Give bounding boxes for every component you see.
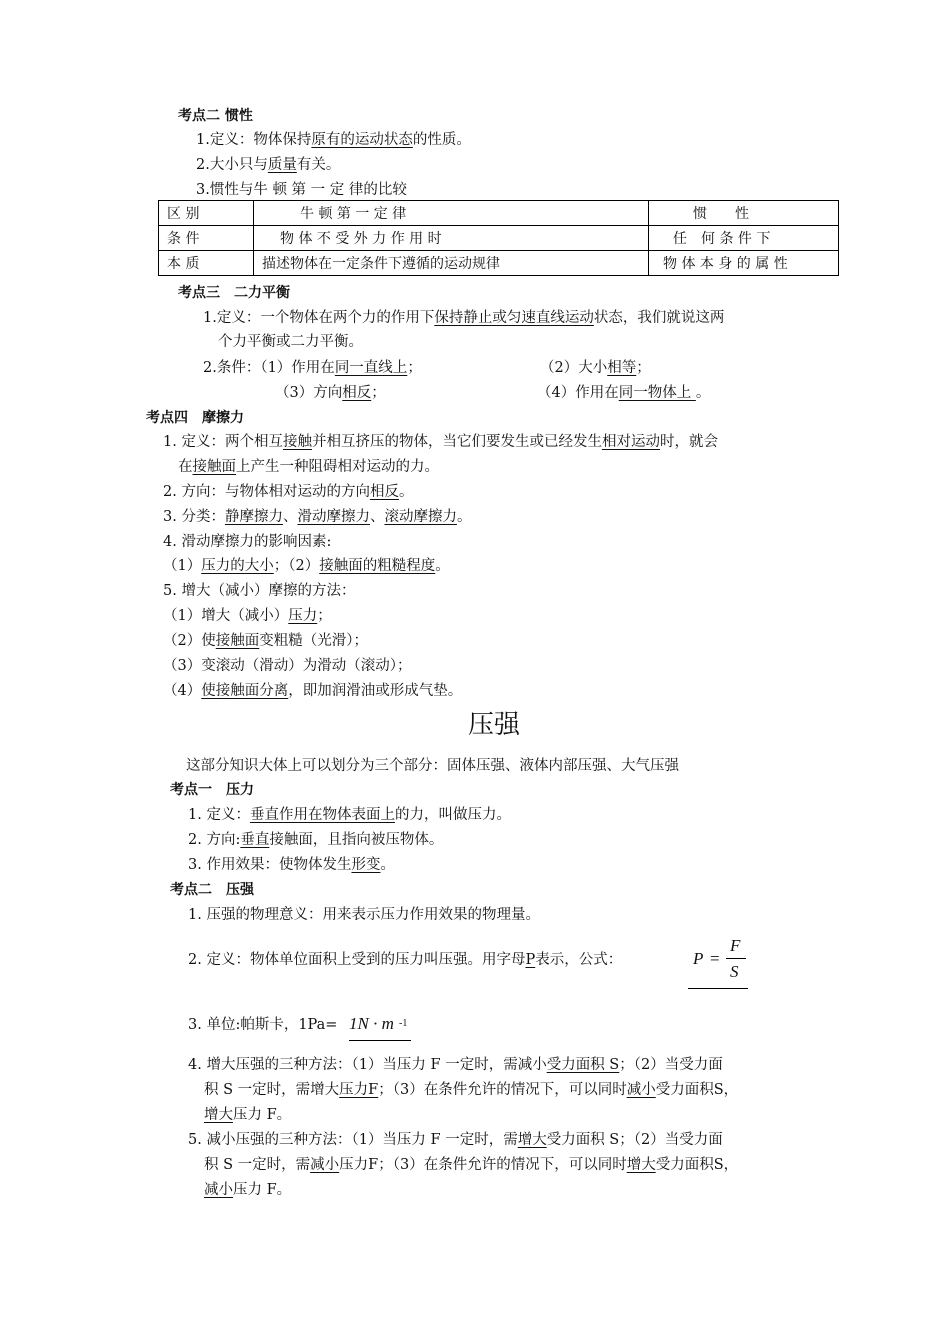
force-effect: 3. 作用效果：使物体发生形变。 bbox=[188, 857, 395, 873]
friction-factors-list: （1）压力的大小；（2）接触面的粗糙程度。 bbox=[163, 558, 450, 574]
section-heading-inertia: 考点二 惯性 bbox=[178, 108, 253, 124]
friction-method-2: （2）使接触面变粗糙（光滑）； bbox=[163, 633, 368, 649]
friction-method-3: （3）变滚动（滑动）为滑动（滚动）； bbox=[163, 658, 412, 674]
formula-fraction-bar bbox=[726, 958, 746, 959]
balance-definition-cont: 个力平衡或二力平衡。 bbox=[218, 334, 363, 350]
increase-pressure-line-2: 积 S 一定时，需增大压力F；（3）在条件允许的情况下，可以同时减小受力面积S， bbox=[204, 1082, 739, 1098]
formula-equals: = bbox=[710, 949, 720, 968]
friction-method-1: （1）增大（减小）压力； bbox=[163, 608, 332, 624]
balance-definition: 1.定义：一个物体在两个力的作用下保持静止或匀速直线运动状态，我们就说这两 bbox=[203, 310, 725, 326]
table-row bbox=[159, 251, 839, 276]
table-cell: 本 质 bbox=[159, 251, 254, 276]
unit-main: 1N · m bbox=[349, 1014, 394, 1033]
friction-definition-cont: 在接触面上产生一种阻碍相对运动的力。 bbox=[178, 459, 439, 475]
table-cell: 牛 顿 第 一 定 律 bbox=[254, 201, 649, 226]
formula-numerator: F bbox=[730, 936, 741, 955]
section-heading-balance: 考点三 二力平衡 bbox=[178, 285, 290, 301]
decrease-pressure-line-2: 积 S 一定时，需减小压力F；（3）在条件允许的情况下，可以同时增大受力面积S， bbox=[204, 1157, 739, 1173]
inertia-compare-line: 3.惯性与牛 顿 第 一 定 律的比较 bbox=[196, 182, 407, 198]
friction-definition: 1. 定义：两个相互接触并相互挤压的物体，当它们要发生或已经发生相对运动时，就会 bbox=[163, 434, 718, 450]
pressure-intro: 这部分知识大体上可以划分为三个部分：固体压强、液体内部压强、大气压强 bbox=[186, 758, 679, 774]
table-cell: 条 件 bbox=[159, 226, 254, 251]
decrease-pressure-line-1: 5. 减小压强的三种方法：（1）当压力 F 一定时，需增大受力面积 S；（2）当受力面 bbox=[188, 1132, 723, 1148]
pressure-formula bbox=[688, 938, 748, 989]
pressure-meaning: 1. 压强的物理意义：用来表示压力作用效果的物理量。 bbox=[188, 907, 540, 923]
table-row bbox=[159, 201, 839, 226]
formula-p: P bbox=[693, 949, 704, 968]
balance-condition-3: （3）方向相反； bbox=[275, 385, 386, 401]
inertia-definition: 1.定义：物体保持原有的运动状态的性质。 bbox=[196, 132, 471, 148]
friction-classes: 3. 分类：静摩擦力、滑动摩擦力、滚动摩擦力。 bbox=[163, 509, 472, 525]
force-definition: 1. 定义：垂直作用在物体表面上的力，叫做压力。 bbox=[188, 807, 511, 823]
balance-condition-4: （4）作用在同一物体上 。 bbox=[537, 385, 711, 401]
unit-expression bbox=[349, 1010, 411, 1041]
force-direction: 2. 方向:垂直接触面，且指向被压物体。 bbox=[188, 832, 444, 848]
increase-pressure-line-3: 增大压力 F。 bbox=[204, 1107, 292, 1123]
friction-factors: 4. 滑动摩擦力的影响因素: bbox=[163, 534, 332, 550]
decrease-pressure-line-3: 减小压力 F。 bbox=[204, 1182, 292, 1198]
pressure-unit: 3. 单位:帕斯卡，1Pa= bbox=[188, 1017, 338, 1033]
balance-condition-2: （2）大小相等； bbox=[540, 360, 651, 376]
balance-condition-1: 2.条件：（1）作用在同一直线上； bbox=[203, 360, 422, 376]
friction-methods: 5. 增大（减小）摩擦的方法： bbox=[163, 583, 356, 599]
unit-exponent: -1 bbox=[399, 1018, 408, 1029]
table-cell: 惯 性 bbox=[649, 201, 839, 226]
comparison-table bbox=[158, 200, 839, 276]
friction-direction: 2. 方向：与物体相对运动的方向相反。 bbox=[163, 484, 414, 500]
page-title: 压强 bbox=[468, 710, 521, 740]
friction-method-4: （4）使接触面分离，即加润滑油或形成气垫。 bbox=[163, 683, 463, 699]
formula-denominator: S bbox=[730, 962, 739, 981]
inertia-mass: 2.大小只与质量有关。 bbox=[196, 157, 341, 173]
table-cell: 任 何 条 件 下 bbox=[649, 226, 839, 251]
increase-pressure-line-1: 4. 增大压强的三种方法：（1）当压力 F 一定时，需减小受力面积 S；（2）当受力面 bbox=[188, 1057, 723, 1073]
table-cell: 物 体 本 身 的 属 性 bbox=[649, 251, 839, 276]
table-row bbox=[159, 226, 839, 251]
pressure-definition: 2. 定义：物体单位面积上受到的压力叫压强。用字母P表示，公式： bbox=[188, 952, 623, 968]
section-heading-pressure: 考点二 压强 bbox=[170, 882, 254, 898]
table-cell: 物 体 不 受 外 力 作 用 时 bbox=[254, 226, 649, 251]
table-cell: 描述物体在一定条件下遵循的运动规律 bbox=[254, 251, 649, 276]
section-heading-force: 考点一 压力 bbox=[170, 782, 254, 798]
table-cell: 区 别 bbox=[159, 201, 254, 226]
section-heading-friction: 考点四 摩擦力 bbox=[146, 410, 244, 426]
